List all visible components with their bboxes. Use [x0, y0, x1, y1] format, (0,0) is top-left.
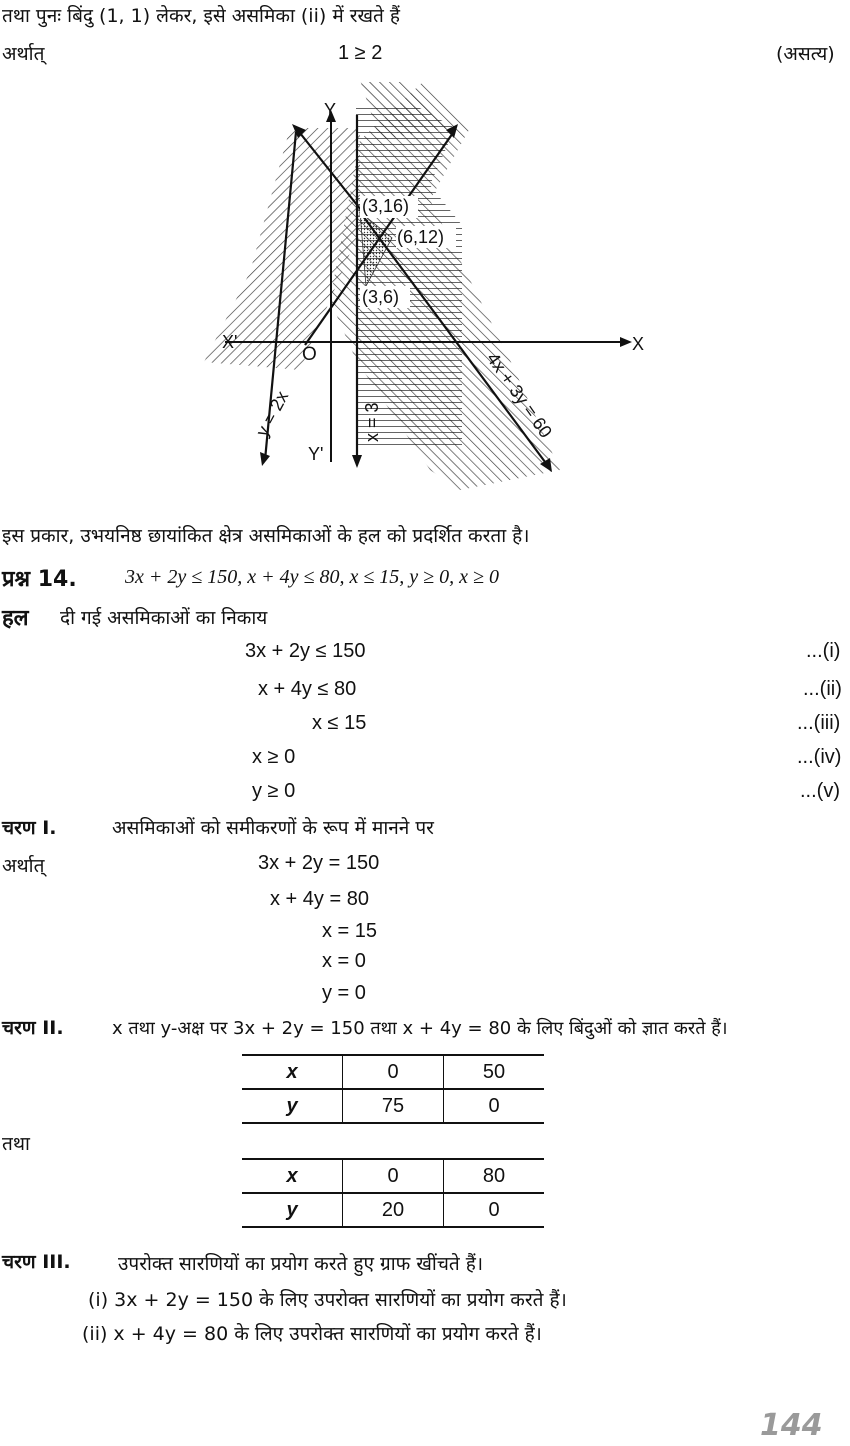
- y-axis-label: Y: [324, 100, 337, 120]
- question-text: 3x + 2y ≤ 150, x + 4y ≤ 80, x ≤ 15, y ≥ 0, x ≥ 0: [125, 566, 500, 588]
- equation-1: 3x + 2y = 150: [258, 852, 380, 874]
- inequality-1-ref: ...(i): [806, 640, 841, 662]
- inequality-4: x ≥ 0: [252, 746, 296, 768]
- equation-5: y = 0: [322, 982, 366, 1004]
- x-axis-label: X: [632, 334, 645, 354]
- page-number: 144: [760, 1408, 823, 1443]
- solution-label: हल: [2, 606, 29, 631]
- equation-4: x = 0: [322, 950, 366, 972]
- step3-label: चरण III.: [2, 1251, 71, 1273]
- conclusion-text: इस प्रकार, उभयनिष्ठ छायांकित क्षेत्र असमिकाओं के हल को प्रदर्शित करता है।: [2, 525, 530, 547]
- test-expression: 1 ≥ 2: [338, 42, 383, 64]
- step2-text: x तथा y-अक्ष पर 3x + 2y = 150 तथा x + 4y = 80 के लिए बिंदुओं को ज्ञात करते हैं।: [112, 1018, 728, 1039]
- solution-intro: दी गई असमिकाओं का निकाय: [60, 607, 268, 629]
- table2-y-1: 20: [343, 1193, 444, 1227]
- equation-3: x = 15: [322, 920, 378, 942]
- step1-label: चरण I.: [2, 817, 57, 839]
- origin-label: O: [302, 344, 317, 365]
- step3-item-1: (i) 3x + 2y = 150 के लिए उपरोक्त सारणियों का प्रयोग करते हैं।: [88, 1289, 567, 1311]
- step3-item-2: (ii) x + 4y = 80 के लिए उपरोक्त सारणियों का प्रयोग करते हैं।: [82, 1323, 542, 1345]
- line-label-x-3: x = 3: [362, 402, 382, 442]
- table-x-4y-80: [242, 1158, 544, 1228]
- equation-2: x + 4y = 80: [270, 888, 369, 910]
- table2-y-2: 0: [444, 1193, 545, 1227]
- arthat-label: अर्थात्: [2, 43, 45, 65]
- inequality-2-ref: ...(ii): [803, 678, 842, 700]
- table1-x-2: 50: [444, 1055, 545, 1089]
- table2-x-1: 0: [343, 1159, 444, 1193]
- step1-arthat: अर्थात्: [2, 855, 45, 877]
- and-label: तथा: [2, 1133, 30, 1155]
- table-3x-2y-150: [242, 1054, 544, 1124]
- y-prime-label: Y': [308, 444, 324, 464]
- point-3-16: (3,16): [362, 196, 410, 216]
- step3-text: उपरोक्त सारणियों का प्रयोग करते हुए ग्राफ खींचते हैं।: [118, 1253, 484, 1275]
- table2-x-header: x: [242, 1159, 343, 1193]
- intro-line: तथा पुनः बिंदु (1, 1) लेकर, इसे असमिका (ii) में रखते हैं: [2, 5, 400, 27]
- question-label: प्रश्न 14.: [2, 567, 77, 592]
- table2-x-2: 80: [444, 1159, 545, 1193]
- step1-text: असमिकाओं को समीकरणों के रूप में मानने पर: [112, 817, 434, 839]
- table1-y-2: 0: [444, 1089, 545, 1123]
- inequality-2: x + 4y ≤ 80: [258, 678, 357, 700]
- inequality-5: y ≥ 0: [252, 780, 296, 802]
- inequality-3: x ≤ 15: [312, 712, 367, 734]
- step2-label: चरण II.: [2, 1017, 64, 1039]
- inequality-4-ref: ...(iv): [797, 746, 842, 768]
- table1-x-1: 0: [343, 1055, 444, 1089]
- line-label-y-2x: y = 2x: [251, 387, 293, 440]
- table2-y-header: y: [242, 1193, 343, 1227]
- inequality-1: 3x + 2y ≤ 150: [245, 640, 366, 662]
- inequality-graph: [200, 82, 650, 502]
- inequality-3-ref: ...(iii): [797, 712, 841, 734]
- table1-x-header: x: [242, 1055, 343, 1089]
- point-3-6: (3,6): [362, 287, 400, 307]
- x-prime-label: X': [222, 332, 238, 352]
- inequality-5-ref: ...(v): [800, 780, 840, 802]
- table1-y-1: 75: [343, 1089, 444, 1123]
- table1-y-header: y: [242, 1089, 343, 1123]
- false-note: (असत्य): [776, 43, 835, 65]
- line-label-4x-3y-60: 4x + 3y = 60: [482, 348, 556, 442]
- point-6-12: (6,12): [397, 227, 445, 247]
